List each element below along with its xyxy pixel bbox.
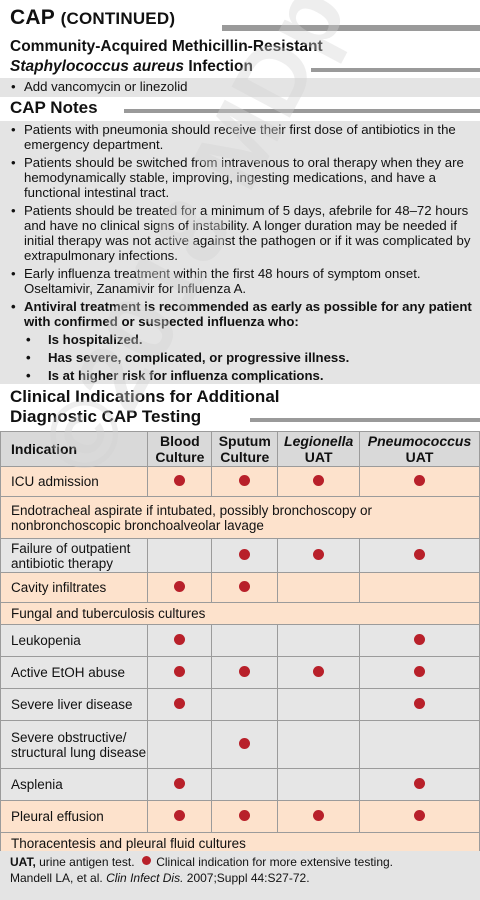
indicated-dot-icon [239, 738, 250, 749]
row-indication: Asplenia [1, 769, 148, 801]
mrsa-heading-line1: Community-Acquired Methicillin-Resistant [10, 38, 323, 55]
row-indication: Pleural effusion [1, 801, 148, 833]
row-cell [148, 573, 212, 603]
table-note-row [1, 497, 480, 539]
table-row [1, 721, 480, 769]
table-body [1, 467, 480, 855]
row-cell [148, 801, 212, 833]
note-item: • Patients with pneumonia should receive their first dose of antibiotics in the emergency department. [0, 122, 480, 152]
row-cell [278, 721, 360, 769]
indicated-dot-icon [414, 475, 425, 486]
row-cell [360, 573, 480, 603]
table-row [1, 467, 480, 497]
col-blood-line1: Blood [160, 433, 200, 449]
indicated-dot-icon [174, 581, 185, 592]
row-note: Thoracentesis and pleural fluid cultures [1, 833, 480, 855]
row-cell [278, 625, 360, 657]
row-note: Endotracheal aspirate if intubated, possibly bronchoscopy or nonbronchoscopic bronchoalveolar lavage [1, 497, 480, 539]
col-pneumococcus-line2: UAT [405, 449, 434, 465]
row-cell [278, 689, 360, 721]
mrsa-rule [311, 68, 480, 72]
uat-definition: urine antigen test. [39, 855, 135, 869]
row-cell [212, 769, 278, 801]
table-row [1, 625, 480, 657]
table-row [1, 657, 480, 689]
indicated-dot-icon [174, 666, 185, 677]
note-item: • Patients should be treated for a minimum of 5 days, afebrile for 48–72 hours and have no clinical signs of instability. A longer duration may be needed if initial therapy was not active against the pathogen or if it was complicated by extrapulmonary infections. [0, 203, 480, 263]
table-header-row [1, 432, 480, 467]
title-rule [222, 25, 480, 31]
indicated-dot-icon [174, 778, 185, 789]
row-cell [278, 801, 360, 833]
row-cell [148, 689, 212, 721]
col-indication [1, 432, 148, 467]
row-cell [212, 721, 278, 769]
col-blood-line2: Culture [155, 449, 205, 465]
dot-legend-text: Clinical indication for more extensive testing. [156, 855, 393, 869]
antiviral-sub-item: • Has severe, complicated, or progressive illness. [0, 350, 480, 365]
indicated-dot-icon [174, 475, 185, 486]
row-cell [212, 625, 278, 657]
row-cell [360, 539, 480, 573]
mrsa-heading-infection: Infection [188, 58, 253, 75]
indicated-dot-icon [239, 666, 250, 677]
indications-heading-line1: Clinical Indications for Additional [10, 387, 280, 406]
col-sputum-line2: Culture [220, 449, 270, 465]
col-blood [148, 432, 212, 467]
table-row [1, 801, 480, 833]
mrsa-bullet: • Add vancomycin or linezolid [0, 79, 480, 94]
antiviral-sub-item: • Is at higher risk for influenza complications. [0, 368, 480, 383]
col-legionella-line1: Legionella [284, 433, 354, 449]
indicated-dot-icon [313, 475, 324, 486]
col-sputum-line1: Sputum [218, 433, 271, 449]
indicated-dot-icon [313, 666, 324, 677]
indicated-dot-icon [174, 698, 185, 709]
citation [10, 870, 480, 886]
mrsa-bullets [0, 78, 480, 97]
row-indication: Leukopenia [1, 625, 148, 657]
indicated-dot-icon [174, 810, 185, 821]
row-cell [360, 625, 480, 657]
citation-journal: Clin Infect Dis. [106, 871, 184, 885]
mrsa-heading-organism: Staphylococcus aureus [10, 58, 185, 75]
table-row [1, 689, 480, 721]
indications-heading-line2: Diagnostic CAP Testing [10, 407, 202, 426]
col-legionella-line2: UAT [304, 449, 333, 465]
row-cell [212, 689, 278, 721]
row-indication: Severe obstructive/ structural lung disease [1, 721, 148, 769]
row-cell [278, 769, 360, 801]
row-cell [148, 625, 212, 657]
title-continued: (CONTINUED) [60, 9, 176, 28]
indicated-dot-icon [239, 810, 250, 821]
row-cell [360, 721, 480, 769]
row-indication: Active EtOH abuse [1, 657, 148, 689]
notes-heading: CAP Notes [10, 98, 98, 117]
indicated-dot-icon [313, 549, 324, 560]
indicated-dot-icon [414, 810, 425, 821]
row-indication: Failure of outpatient antibiotic therapy [1, 539, 148, 573]
citation-ref: 2007;Suppl 44:S27-72. [186, 871, 310, 885]
indications-table [0, 431, 480, 855]
row-cell [148, 657, 212, 689]
table-row [1, 573, 480, 603]
col-pneumococcus-line1: Pneumococcus [367, 433, 472, 449]
citation-authors: Mandell LA, et al. [10, 871, 103, 885]
indications-heading [10, 387, 280, 427]
row-cell [360, 657, 480, 689]
table-note-row [1, 603, 480, 625]
indications-rule [250, 418, 480, 422]
row-cell [360, 467, 480, 497]
footer-legend [10, 854, 480, 870]
notes-bullets [0, 121, 480, 384]
row-cell [278, 657, 360, 689]
indicated-dot-icon [239, 549, 250, 560]
legend-dot-icon [142, 856, 151, 865]
row-indication: Severe liver disease [1, 689, 148, 721]
uat-abbrev: UAT, [10, 855, 36, 869]
row-cell [212, 573, 278, 603]
table-row [1, 769, 480, 801]
indicated-dot-icon [414, 634, 425, 645]
antiviral-note: • Antiviral treatment is recommended as early as possible for any patient with confirmed or suspected influenza who: [0, 299, 480, 329]
indicated-dot-icon [239, 581, 250, 592]
col-indication-label: Indication [11, 441, 78, 457]
row-indication: Cavity infiltrates [1, 573, 148, 603]
antiviral-sub-item: • Is hospitalized. [0, 332, 480, 347]
footer [0, 851, 480, 900]
note-item: • Early influenza treatment within the first 48 hours of symptom onset. Oseltamivir, Zanamivir for Influenza A. [0, 266, 480, 296]
title-main: CAP [10, 6, 55, 29]
row-note: Fungal and tuberculosis cultures [1, 603, 480, 625]
row-cell [360, 801, 480, 833]
page-title [10, 6, 175, 30]
indicated-dot-icon [414, 778, 425, 789]
note-item: • Patients should be switched from intravenous to oral therapy when they are hemodynamically stable, improving, ingesting medications, and have a functional intestinal tract. [0, 155, 480, 200]
row-cell [212, 657, 278, 689]
table-row [1, 539, 480, 573]
row-cell [360, 689, 480, 721]
indicated-dot-icon [174, 634, 185, 645]
indicated-dot-icon [239, 475, 250, 486]
row-cell [148, 769, 212, 801]
col-sputum [212, 432, 278, 467]
row-cell [212, 801, 278, 833]
row-cell [148, 539, 212, 573]
indicated-dot-icon [313, 810, 324, 821]
row-cell [212, 539, 278, 573]
indicated-dot-icon [414, 666, 425, 677]
row-cell [360, 769, 480, 801]
row-cell [278, 539, 360, 573]
row-cell [148, 721, 212, 769]
indicated-dot-icon [414, 549, 425, 560]
row-cell [278, 467, 360, 497]
row-indication: ICU admission [1, 467, 148, 497]
indicated-dot-icon [414, 698, 425, 709]
col-pneumococcus [360, 432, 480, 467]
mrsa-heading [10, 37, 323, 77]
row-cell [148, 467, 212, 497]
notes-rule [124, 109, 480, 113]
col-legionella [278, 432, 360, 467]
row-cell [212, 467, 278, 497]
row-cell [278, 573, 360, 603]
